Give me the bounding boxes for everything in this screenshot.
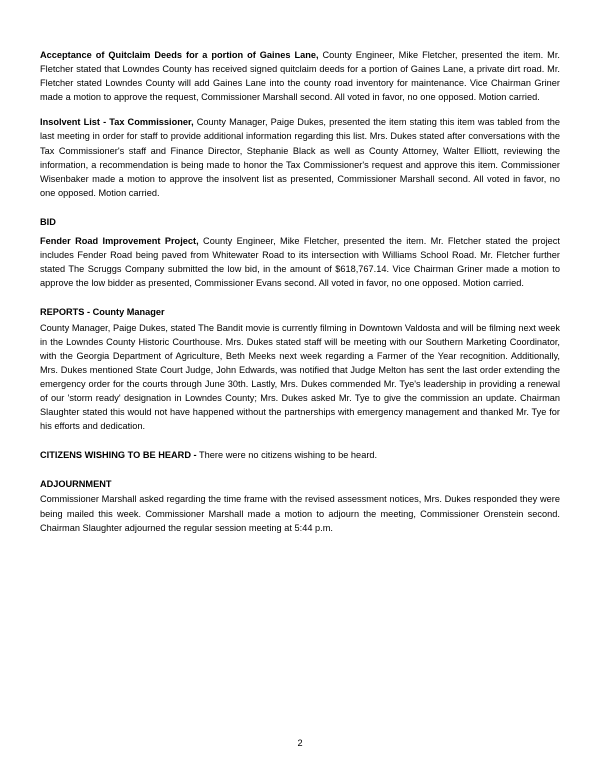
page-number: 2 [297, 738, 303, 748]
paragraph-lead-in: CITIZENS WISHING TO BE HEARD - [40, 450, 197, 461]
paragraph-lead-in: Acceptance of Quitclaim Deeds for a portion of Gaines Lane, [40, 50, 319, 60]
paragraph-reports-county-manager: County Manager, Paige Dukes, stated The Bandit movie is currently filming in Downtown Valdosta and will be filming next week in the Lowndes County Historic Courthouse. Mrs. Dukes stated staff will be meeting with our Southern Marketing Coordinator, with the Georgia Department of Agriculture, Beth Meeks next week regarding a Farmer of the Year recognition. Additionally, Mrs. Dukes mentioned State Court Judge, John Edwards, was notified that Judge Melton has sent the last order extending the emergency order for the courts through June 30th. Lastly, Mrs. Dukes commended Mr. Tye's leadership in providing a renewal of our 'storm ready' designation in Lowndes County; Mrs. Dukes asked Mr. Tye to give the commission an update. Chairman Slaughter stated this would not have happened without the partnerships with emergency management and thanked Mr. Tye for his efforts and dedication. [40, 322, 560, 432]
paragraph-acceptance-quitclaim-deeds [40, 48, 560, 104]
paragraph-adjournment: Commissioner Marshall asked regarding the time frame with the revised assessment notices, Mrs. Dukes responded they were being mailed this week. Commissioner Marshall made a motion to adjourn the meeting, Commissioner Orenstein second. Chairman Slaughter adjourned the regular session meeting at 5:44 p.m. [40, 494, 560, 533]
paragraph-body: County Engineer, Mike Fletcher, presented the item. Mr. Fletcher stated that Lowndes County has received signed quitclaim deeds for a portion of Gaines Lane, a private dirt road. Mr. Fletcher stated Lowndes County will add Gaines Lane into the county road inventory for maintenance. Vice Chairman Griner made a motion to approve the request, Commissioner Marshall second. All voted in favor, no one opposed. Motion carried. [40, 50, 560, 103]
paragraph-body: County Engineer, Mike Fletcher, presented the item. Mr. Fletcher stated the project includes Fender Road being paved from Whitewater Road to its intersection with Williams School Road. Mr. Fletcher further stated The Scruggs Company submitted the low bid, in the amount of $618,767.14. Vice Chairman Griner made a motion to approve the low bidder as presented, Commissioner Evans second. All voted in favor, no one opposed. Motion carried. [40, 236, 560, 289]
paragraph-lead-in: Fender Road Improvement Project, [40, 236, 199, 247]
heading-reports-county-manager: REPORTS - County Manager [40, 307, 165, 318]
paragraph-fender-road-improvement-project [40, 234, 560, 290]
paragraph-body: County Manager, Paige Dukes, presented the item stating this item was tabled from the last meeting in order for staff to provide additional information regarding this list. Mrs. Dukes stated after conversations with the Tax Commissioner's staff and Finance Director, Stephanie Black as well as County Attorney, Walter Elliott, reviewing the information, a recommendation is being made to honor the Tax Commissioner's request and approve this item. Commissioner Wisenbaker made a motion to approve the insolvent list as presented, Commissioner Marshall second. All voted in favor, no one opposed. Motion carried. [40, 117, 560, 198]
paragraph-citizens-wishing-to-be-heard [40, 448, 560, 462]
paragraph-insolvent-list [40, 115, 560, 200]
paragraph-lead-in: Insolvent List - Tax Commissioner, [40, 117, 194, 128]
heading-adjournment: ADJOURNMENT [40, 479, 112, 490]
paragraph-body: There were no citizens wishing to be heard. [196, 450, 378, 461]
heading-bid: BID [40, 216, 56, 227]
